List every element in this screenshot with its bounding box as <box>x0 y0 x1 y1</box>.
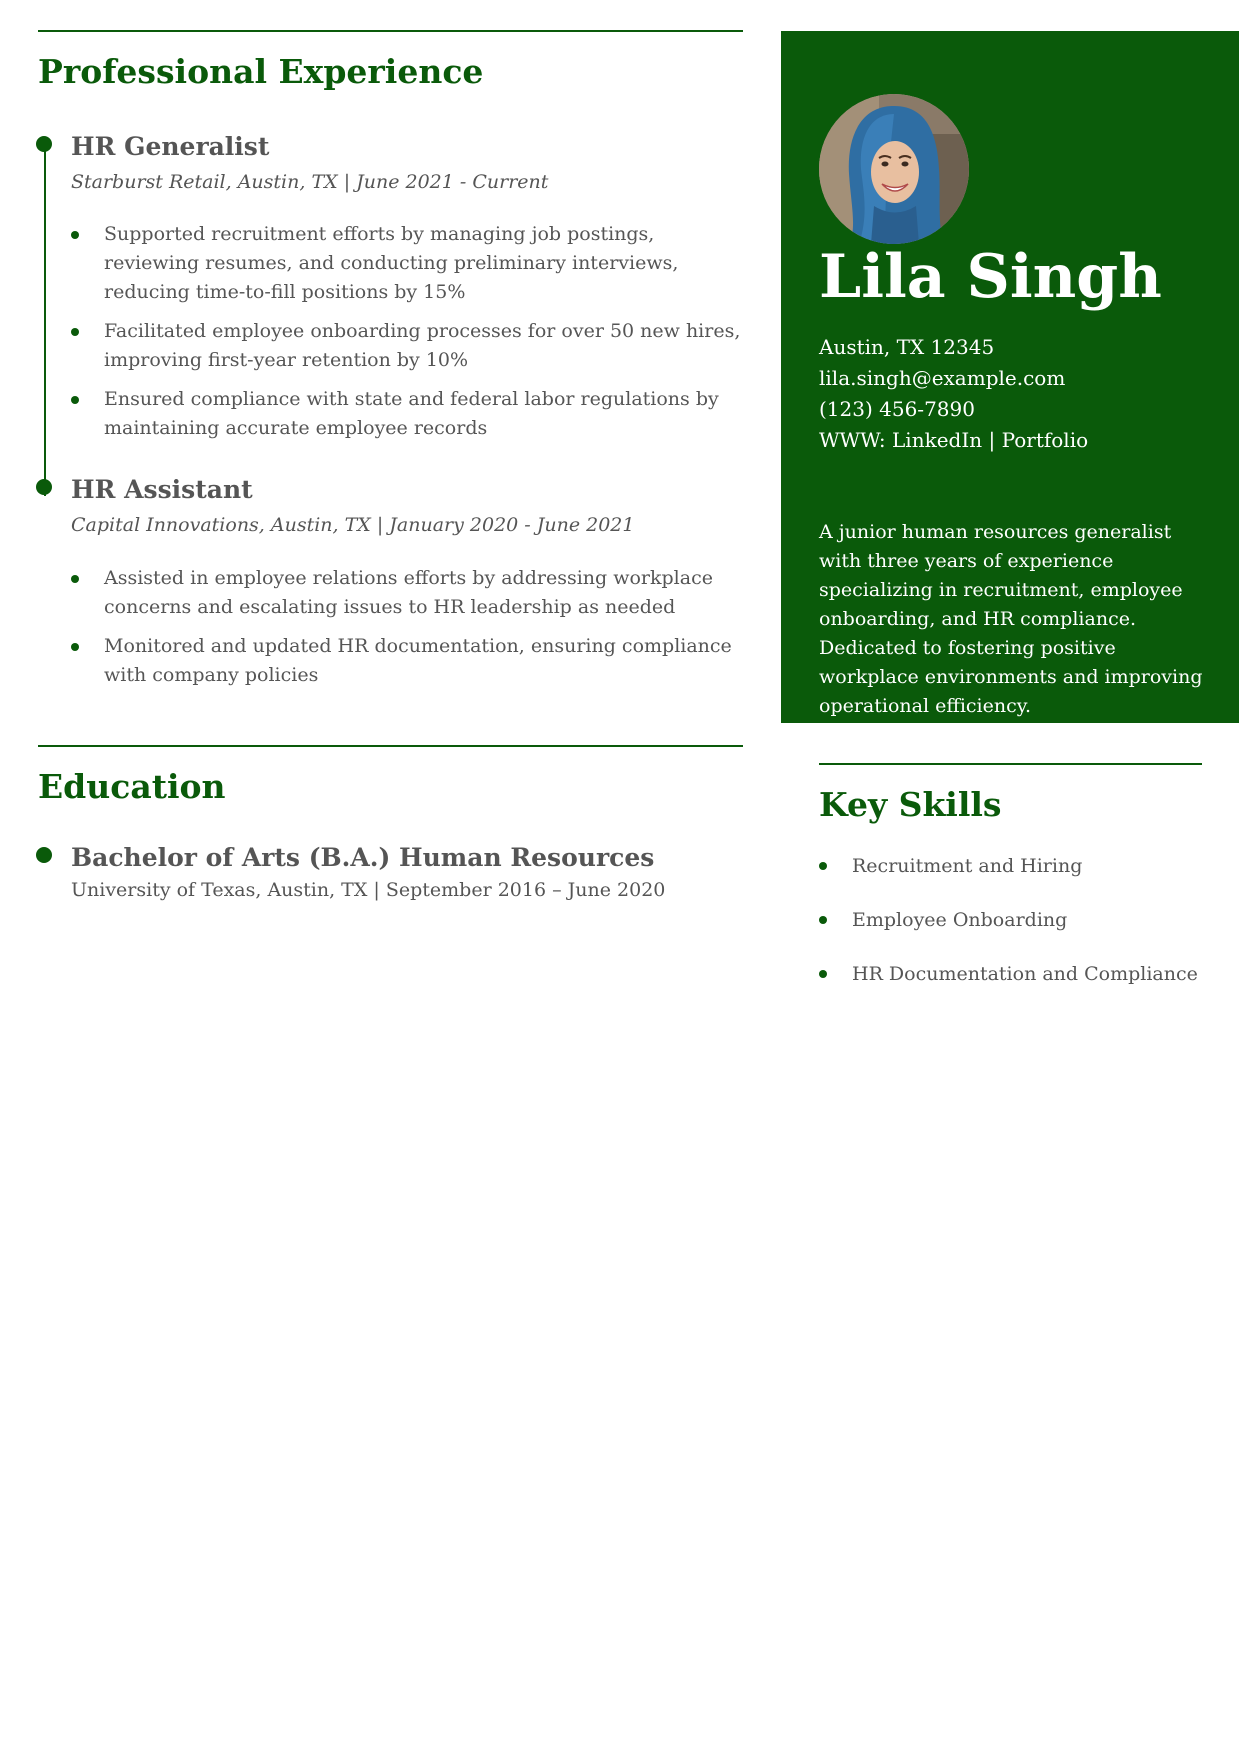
education-meta: University of Texas, Austin, TX | September 2016 – June 2020 <box>71 878 666 901</box>
education-degree: Bachelor of Arts (B.A.) Human Resources <box>71 842 655 872</box>
list-item <box>71 220 743 307</box>
skills-heading: Key Skills <box>819 785 1002 824</box>
job-meta: Capital Innovations, Austin, TX | January 2020 - June 2021 <box>71 514 635 537</box>
skill-text: HR Documentation and Compliance <box>852 962 1198 985</box>
bullet-text: Monitored and updated HR documentation, ensuring compliance with company policies <box>104 634 732 686</box>
education-divider <box>38 745 743 747</box>
job-bullets <box>71 564 743 690</box>
bullet-icon <box>819 916 827 924</box>
job-bullets <box>71 220 743 443</box>
list-item <box>71 632 743 690</box>
skills-list <box>819 853 1202 987</box>
skill-text: Recruitment and Hiring <box>852 854 1083 877</box>
contact-web[interactable]: WWW: LinkedIn | Portfolio <box>819 428 1089 452</box>
bullet-icon <box>819 862 827 870</box>
education-section <box>38 745 743 901</box>
bullet-icon <box>71 396 79 404</box>
education-heading: Education <box>38 767 226 806</box>
skill-text: Employee Onboarding <box>852 908 1068 931</box>
experience-divider <box>38 30 743 32</box>
skills-section <box>819 763 1202 1015</box>
bullet-icon <box>71 231 79 239</box>
profile-photo-icon <box>819 94 969 244</box>
job-title: HR Assistant <box>71 475 253 505</box>
bullet-text: Supported recruitment efforts by managing job postings, reviewing resumes, and conducting preliminary interviews, reducing time-to-fill positions by 15% <box>104 223 679 304</box>
profile-panel <box>781 31 1239 723</box>
list-item <box>71 385 743 443</box>
job-entry <box>38 132 743 444</box>
contact-email[interactable]: lila.singh@example.com <box>819 366 1066 390</box>
experience-section <box>38 30 743 700</box>
list-item <box>819 961 1202 987</box>
bullet-text: Ensured compliance with state and federal labor regulations by maintaining accurate employee records <box>104 388 719 440</box>
bullet-text: Assisted in employee relations efforts by addressing workplace concerns and escalating issues to HR leadership as needed <box>104 566 713 618</box>
skills-divider <box>819 763 1202 765</box>
experience-timeline <box>38 132 743 690</box>
bullet-icon <box>71 643 79 651</box>
list-item <box>71 564 743 622</box>
education-entry <box>38 843 743 901</box>
bullet-icon <box>71 328 79 336</box>
person-name: Lila Singh <box>819 242 1162 312</box>
job-meta: Starburst Retail, Austin, TX | June 2021 - Current <box>71 170 549 193</box>
job-entry <box>38 475 743 690</box>
timeline-dot-icon <box>36 847 52 863</box>
bullet-text: Facilitated employee onboarding processes for over 50 new hires, improving first-year retention by 10% <box>104 320 741 372</box>
list-item <box>819 853 1202 879</box>
bullet-icon <box>71 575 79 583</box>
bullet-icon <box>819 970 827 978</box>
contact-phone: (123) 456-7890 <box>819 397 975 421</box>
timeline-dot-icon <box>36 479 52 495</box>
list-item <box>71 317 743 375</box>
list-item <box>819 907 1202 933</box>
contact-info <box>819 332 1088 456</box>
experience-heading: Professional Experience <box>38 52 484 91</box>
contact-address: Austin, TX 12345 <box>819 335 995 359</box>
profile-summary: A junior human resources generalist with three years of experience specializing in recruitment, employee onboarding, and HR compliance. Dedicated to fostering positive workplace environments and improving operational efficiency. <box>819 521 1203 717</box>
avatar <box>819 94 969 244</box>
timeline-dot-icon <box>36 136 52 152</box>
job-title: HR Generalist <box>71 131 270 161</box>
